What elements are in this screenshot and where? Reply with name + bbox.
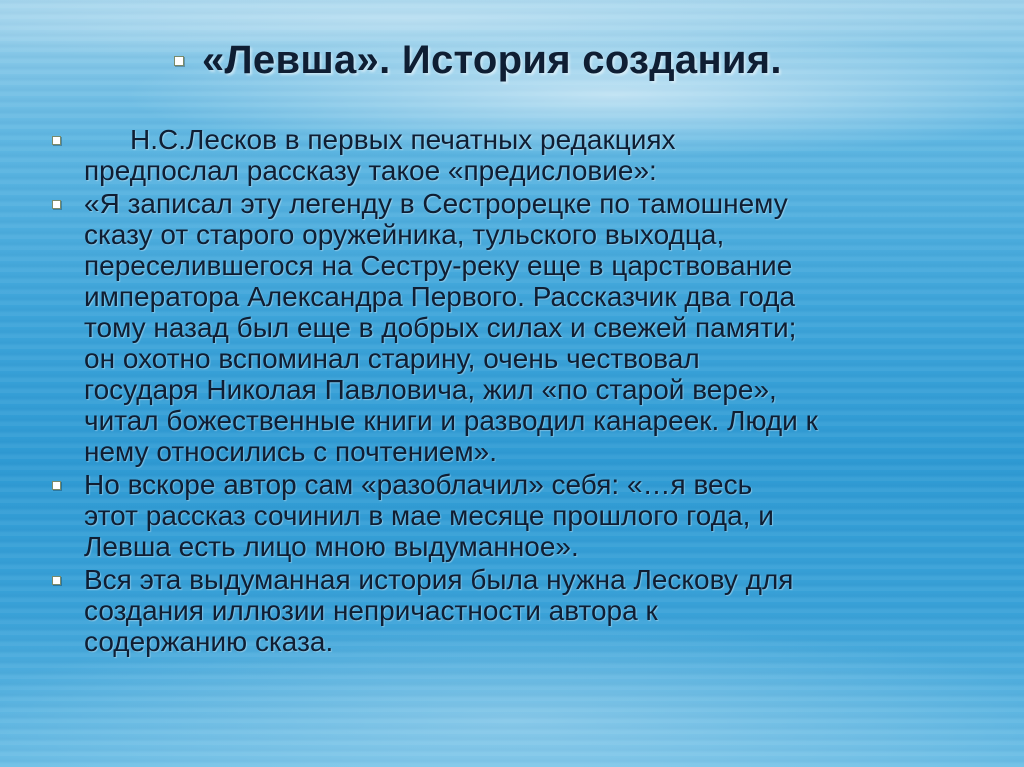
text-line: сказу от старого оружейника, тульского выходца, — [84, 219, 725, 250]
text-line: Н.С.Лесков в первых печатных редакциях — [130, 124, 676, 155]
text-line: содержанию сказа. — [84, 626, 334, 657]
text-line: императора Александра Первого. Рассказчик два года — [84, 281, 796, 312]
list-item — [52, 188, 1002, 467]
text-line: нему относились с почтением». — [84, 436, 498, 467]
text-line: читал божественные книги и разводил канареек. Люди к — [84, 405, 818, 436]
list-item — [52, 564, 1002, 657]
text-line: переселившегося на Сестру-реку еще в царствование — [84, 250, 793, 281]
text-line: тому назад был еще в добрых силах и свежей памяти; — [84, 312, 797, 343]
square-bullet-icon — [52, 576, 61, 585]
text-line: он охотно вспоминал старину, очень чествовал — [84, 343, 700, 374]
text-line: создания иллюзии непричастности автора к — [84, 595, 658, 626]
square-bullet-icon — [52, 136, 61, 145]
list-item-text — [84, 188, 1002, 467]
title-row — [174, 38, 782, 83]
text-line: Вся эта выдуманная история была нужна Лескову для — [84, 564, 794, 595]
square-bullet-icon — [52, 481, 61, 490]
list-item-text — [84, 124, 1002, 186]
list-item — [52, 124, 1002, 186]
text-line: предпослал рассказу такое «предисловие»: — [84, 155, 657, 186]
text-line: государя Николая Павловича, жил «по старой вере», — [84, 374, 777, 405]
bullet-list — [52, 124, 1002, 659]
text-line: Но вскоре автор сам «разоблачил» себя: «…я весь — [84, 469, 753, 500]
slide-title: «Левша». История создания. — [202, 38, 782, 82]
square-bullet-icon — [174, 56, 184, 66]
square-bullet-icon — [52, 200, 61, 209]
list-item — [52, 469, 1002, 562]
list-item-text — [84, 564, 1002, 657]
list-item-text — [84, 469, 1002, 562]
text-line: «Я записал эту легенду в Сестрорецке по тамошнему — [84, 188, 788, 219]
text-line: этот рассказ сочинил в мае месяце прошлого года, и — [84, 500, 774, 531]
text-line: Левша есть лицо мною выдуманное». — [84, 531, 579, 562]
